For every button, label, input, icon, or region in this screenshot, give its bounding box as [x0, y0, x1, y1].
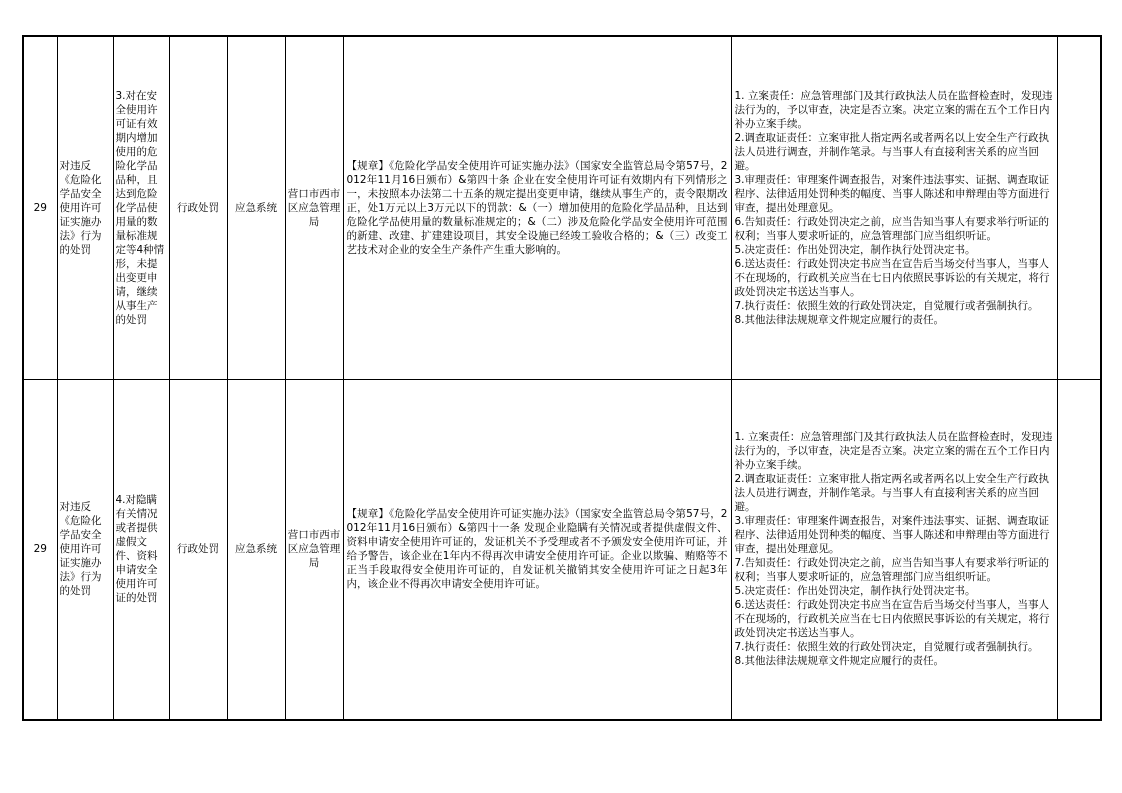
responsibility-item: 2.调查取证责任：立案审批人指定两名或者两名以上安全生产行政执法人员进行调查，并制作笔录。与当事人有直接利害关系的应当回避。: [734, 473, 1050, 514]
responsibility-item: 6.告知责任：行政处罚决定之前，应当告知当事人有要求举行听证的权利；当事人要求听证的，应急管理部门应当组织听证。: [734, 215, 1050, 242]
remarks: [1057, 36, 1101, 379]
power-type: 行政处罚: [169, 36, 227, 379]
remarks: [1057, 379, 1101, 720]
responsibility-item: 8.其他法律法规规章文件规定应履行的责任。: [734, 313, 945, 326]
sub-item: 4.对隐瞒有关情况或者提供虚假文件、资料申请安全使用许可证的处罚: [113, 379, 169, 720]
responsibility-item: 5.决定责任：作出处罚决定，制作执行处罚决定书。: [734, 243, 976, 256]
responsibility-item: 8.其他法律法规规章文件规定应履行的责任。: [734, 655, 945, 668]
implementing-department: 营口市西市区应急管理局: [285, 379, 343, 720]
responsibility-item: 7.告知责任：行政处罚决定之前，应当告知当事人有要求举行听证的权利；当事人要求听证的，应急管理部门应当组织听证。: [734, 557, 1050, 584]
responsibility-list: [731, 36, 1057, 379]
responsibility-item: 3.审理责任：审理案件调查报告，对案件违法事实、证据、调查取证程序、法律适用处罚种类的幅度、当事人陈述和申辩理由等方面进行审查，提出处理意见。: [734, 173, 1050, 214]
responsibility-item: 1. 立案责任：应急管理部门及其行政执法人员在监督检查时，发现违法行为的，予以审查，决定是否立案。决定立案的需在五个工作日内补办立案手续。: [734, 431, 1053, 472]
table-row: [23, 379, 1101, 720]
implementing-department: 营口市西市区应急管理局: [285, 36, 343, 379]
responsibility-item: 6.送达责任：行政处罚决定书应当在宣告后当场交付当事人，当事人不在现场的，行政机关应当在七日内依照民事诉讼的有关规定，将行政处罚决定书送达当事人。: [734, 257, 1050, 298]
responsibility-item: 6.送达责任：行政处罚决定书应当在宣告后当场交付当事人，当事人不在现场的，行政机关应当在七日内依照民事诉讼的有关规定，将行政处罚决定书送达当事人。: [734, 599, 1050, 640]
item-name: 对违反《危险化学品安全使用许可证实施办法》行为的处罚: [57, 379, 113, 720]
responsibility-list: [731, 379, 1057, 720]
responsibility-item: 7.执行责任：依照生效的行政处罚决定，自觉履行或者强制执行。: [734, 299, 1039, 312]
responsibility-item: 5.决定责任：作出处罚决定，制作执行处罚决定书。: [734, 585, 976, 598]
responsibility-item: 3.审理责任：审理案件调查报告，对案件违法事实、证据、调查取证程序、法律适用处罚种类的幅度、当事人陈述和申辩理由等方面进行审查，提出处理意见。: [734, 515, 1050, 556]
legal-basis: 【规章】《危险化学品安全使用许可证实施办法》（国家安全监管总局令第57号，2012年11月16日颁布）&第四十条 企业在安全使用许可证有效期内有下列情形之一，未按照本办法第二十五条的规定提出变更申请，继续从事生产的，责令限期改正，处1万元以上3万元以下的罚款：&（一）增加使用的危险化学品品种，且达到危险化学品使用量的数量标准规定的；&（二）涉及危险化学品安全使用许可范围的新建、改建、扩建建设项目，其安全设施已经竣工验收合格的；&（三）改变工艺技术对企业的安全生产条件产生重大影响的。: [343, 36, 731, 379]
sub-item: 3.对在安全使用许可证有效期内增加使用的危险化学品品种，且达到危险化学品使用量的数量标准规定等4种情形，未提出变更申请，继续从事生产的处罚: [113, 36, 169, 379]
table-row: [23, 36, 1101, 379]
responsibility-item: 1. 立案责任：应急管理部门及其行政执法人员在监督检查时，发现违法行为的，予以审查，决定是否立案。决定立案的需在五个工作日内补办立案手续。: [734, 89, 1053, 130]
row-number: 29: [23, 36, 57, 379]
system: 应急系统: [227, 379, 285, 720]
power-type: 行政处罚: [169, 379, 227, 720]
responsibility-item: 7.执行责任：依照生效的行政处罚决定，自觉履行或者强制执行。: [734, 641, 1039, 654]
power-list-table: [22, 35, 1102, 721]
legal-basis: 【规章】《危险化学品安全使用许可证实施办法》（国家安全监管总局令第57号，2012年11月16日颁布）&第四十一条 发现企业隐瞒有关情况或者提供虚假文件、资料申请安全使用许可证的，发证机关不予受理或者不予颁发安全使用许可证，并给予警告，该企业在1年内不得再次申请安全使用许可证。企业以欺骗、贿赂等不正当手段取得安全使用许可证的，自发证机关撤销其安全使用许可证之日起3年内，该企业不得再次申请安全使用许可证。: [343, 379, 731, 720]
row-number: 29: [23, 379, 57, 720]
responsibility-item: 2.调查取证责任：立案审批人指定两名或者两名以上安全生产行政执法人员进行调查，并制作笔录。与当事人有直接利害关系的应当回避。: [734, 131, 1050, 172]
system: 应急系统: [227, 36, 285, 379]
item-name: 对违反《危险化学品安全使用许可证实施办法》行为的处罚: [57, 36, 113, 379]
